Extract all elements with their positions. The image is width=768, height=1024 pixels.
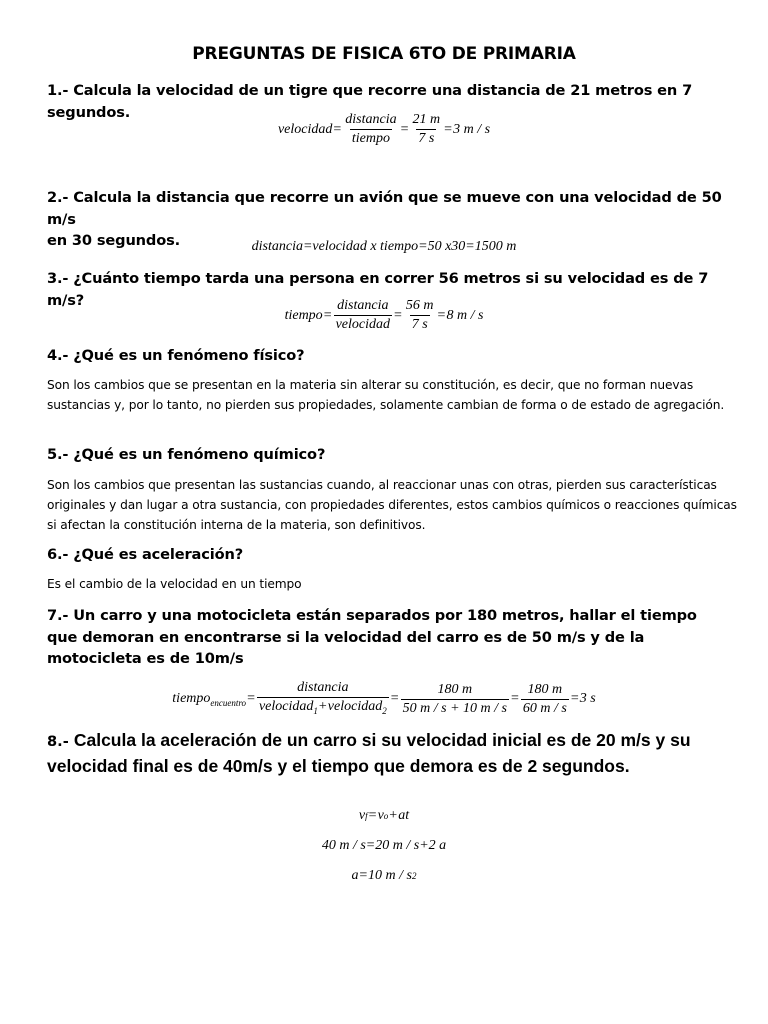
formula-7-equals: =	[247, 691, 255, 707]
denominator-term-1-subscript: 1	[313, 705, 318, 716]
formula-3-equals: =	[323, 307, 332, 323]
page-title: PREGUNTAS DE FISICA 6TO DE PRIMARIA	[192, 44, 576, 64]
formula-1-fraction-b	[411, 112, 443, 147]
question-1: 1.- Calcula la velocidad de un tigre que recorre una distancia de 21 metros en 7 segundos.	[47, 82, 693, 121]
formula-1-equals: =	[400, 121, 409, 137]
answer-5: Son los cambios que presentan las sustancias cuando, al reaccionar unas con otras, pierden sus características originales y dan lugar a otra sustancia, con propiedades diferentes, estos cambios químicos o reacciones químicas si afectan la constitución interna de la materia, son definitivos.	[47, 478, 737, 532]
question-8-text: Calcula la aceleración de un carro si su velocidad inicial es de 20 m/s y su velocidad final es de 40m/s y el tiempo que demora es de 2 segundos.	[47, 730, 691, 776]
formula-2: distancia=velocidad x tiempo=50 x30=1500 m	[251, 239, 517, 254]
acceleration-unit-exponent: 2	[411, 871, 417, 881]
formula-8-line-1	[0, 808, 768, 824]
formula-7-fraction-b	[401, 682, 509, 717]
denominator-term-2-subscript: 2	[382, 705, 387, 716]
formula-1-equals: =	[333, 121, 342, 137]
question-2-line-1: 2.- Calcula la distancia que recorre un avión que se mueve con una velocidad de 50 m/s	[47, 189, 722, 228]
formula-8-plus: +	[389, 808, 398, 823]
formula-8-equals: =	[368, 808, 377, 823]
formula-3-fraction-a	[334, 298, 392, 333]
formula-3-equals: =	[437, 307, 446, 323]
initial-velocity-subscript: o	[383, 811, 389, 821]
fraction-denominator: tiempo	[351, 131, 391, 146]
formula-3	[0, 298, 768, 333]
formula-1	[0, 112, 768, 147]
formula-8-line-2: 40 m / s=20 m / s+2 a	[321, 838, 447, 853]
fraction-numerator: 56 m	[405, 298, 434, 313]
question-5: 5.- ¿Qué es un fenómeno químico?	[47, 446, 326, 463]
formula-7-lhs-base: tiempo	[172, 691, 211, 706]
formula-7-fraction-c	[521, 682, 569, 717]
fraction-denominator: 7 s	[418, 131, 435, 146]
formula-3-result: 8 m / s	[446, 307, 484, 323]
formula-1-result: 3 m / s	[453, 121, 491, 137]
formula-8-line-3	[0, 868, 768, 884]
acceleration-result: a=10 m / s	[351, 868, 412, 883]
formula-7	[0, 680, 768, 719]
formula-3-fraction-b	[404, 298, 436, 333]
denominator-term-2: velocidad	[327, 699, 383, 714]
question-8-number: 8.-	[47, 733, 74, 750]
formula-7-equals: =	[570, 691, 579, 707]
question-7: 7.- Un carro y una motocicleta están separados por 180 metros, hallar el tiempo que demoran en encontrarse si la velocidad del carro es de 50 m/s y de la motocicleta es de 10m/s	[47, 607, 697, 667]
formula-7-lhs	[172, 691, 246, 708]
fraction-denominator: velocidad	[335, 317, 391, 332]
formula-7-fraction-a	[257, 680, 389, 719]
fraction-numerator: distancia	[337, 298, 389, 313]
fraction-numerator: distancia	[345, 112, 397, 127]
fraction-numerator: distancia	[297, 680, 349, 695]
formula-1-equals: =	[444, 121, 453, 137]
formula-1-lhs: velocidad	[277, 121, 333, 137]
question-3: 3.- ¿Cuánto tiempo tarda una persona en correr 56 metros si su velocidad es de 7 m/s?	[47, 270, 709, 309]
fraction-denominator: 7 s	[411, 317, 428, 332]
formula-7-result: 3 s	[579, 691, 596, 707]
answer-6: Es el cambio de la velocidad en un tiempo	[47, 577, 302, 591]
question-8	[47, 728, 737, 778]
final-velocity-subscript: f	[365, 811, 368, 821]
fraction-denominator: 50 m / s + 10 m / s	[402, 700, 507, 716]
denominator-plus: +	[318, 699, 327, 714]
formula-3-equals: =	[394, 307, 402, 323]
acceleration-time-term: at	[398, 808, 410, 823]
initial-velocity-symbol: v	[377, 808, 384, 823]
fraction-numerator: 180 m	[527, 681, 563, 697]
final-velocity-symbol: v	[358, 808, 366, 823]
denominator-term-1: velocidad	[258, 699, 314, 714]
formula-3-lhs: tiempo	[284, 307, 323, 323]
question-6: 6.- ¿Qué es aceleración?	[47, 546, 244, 563]
fraction-numerator: 21 m	[412, 112, 441, 127]
answer-4: Son los cambios que se presentan en la materia sin alterar su constitución, es decir, que no forman nuevas sustancias y, por lo tanto, no pierden sus propiedades, solamente cambian de forma o de estado de agregación.	[47, 378, 725, 412]
question-4: 4.- ¿Qué es un fenómeno físico?	[47, 347, 305, 364]
formula-7-equals: =	[390, 691, 399, 707]
fraction-denominator: 60 m / s	[522, 700, 567, 716]
formula-1-fraction-a	[343, 112, 398, 147]
fraction-numerator: 180 m	[437, 681, 473, 697]
question-2-line-2: en 30 segundos.	[47, 232, 181, 249]
formula-7-equals: =	[510, 691, 519, 707]
fraction-denominator	[257, 697, 389, 719]
formula-7-lhs-subscript: encuentro	[210, 697, 247, 708]
